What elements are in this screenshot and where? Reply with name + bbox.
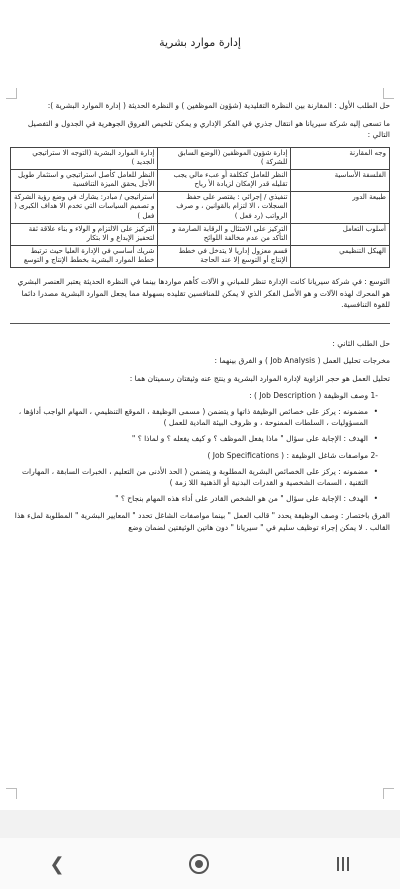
page-corner-mark	[383, 88, 394, 99]
system-navigation-bar	[0, 838, 400, 889]
numbered-heading: -1 وصف الوظيفة ( Job Description ) :	[249, 391, 378, 401]
table-cell: قسم معزول إداريا لا يتدخل في خطط الإنتاج أو التوسع إلا عند الحاجة	[158, 245, 291, 267]
table-row	[11, 169, 390, 191]
bullet-list	[10, 406, 390, 445]
table-cell: الفلسفة الأساسية	[291, 169, 390, 191]
divider	[10, 323, 390, 324]
table-row	[11, 223, 390, 245]
table-cell: شريك أساسي في الإدارة العليا حيث ترتبط خطط الموارد البشرية بخطط الإنتاج و التوسع	[11, 245, 158, 267]
home-icon	[189, 854, 209, 874]
page-gap	[0, 810, 400, 838]
comparison-table	[10, 147, 390, 269]
table-cell: الهيكل التنظيمي	[291, 245, 390, 267]
page-corner-mark	[6, 788, 17, 799]
section-subheading: مخرجات تحليل العمل ( Job Analysis ) و الفرق بينهما :	[214, 356, 390, 366]
table-cell: طبيعة الدور	[291, 191, 390, 223]
table-cell: أسلوب التعامل	[291, 223, 390, 245]
document-title: إدارة موارد بشرية	[159, 36, 241, 49]
section-intro: تحليل العمل هو حجر الزاوية لإدارة الموارد البشرية و ينتج عنه وثيقتان رسميتان هما :	[129, 373, 390, 383]
table-cell: استراتيجي / مبادر: يشارك في وضع رؤية الشركة و تصميم السياسات التي تخدم الا هداف الكبرى ( فعل )	[11, 191, 158, 223]
back-button[interactable]	[42, 850, 72, 878]
list-item: • الهدف : الإجابة على سؤال " من هو الشخص القادر على أداء هذه المهام بنجاح ؟ "	[10, 493, 368, 505]
intro-paragraph: حل الطلب الأول : المقارنة بين النظرة التقليدية (شؤون الموظفين ) و النظرة الحديثة ( إدارة الموارد البشرية ):	[47, 101, 390, 110]
table-cell: إدارة الموارد البشرية (التوجه الا ستراتيجي الجديد )	[11, 147, 158, 169]
page-corner-mark	[383, 788, 394, 799]
table-cell: التركيز على الالتزام و الولاء و بناء علاقة ثقة لتحفيز الإبداع و الا بتكار	[11, 223, 158, 245]
list-item: • الهدف : الإجابة على سؤال " ماذا يفعل الموظف ؟ و كيف يفعله ؟ و لماذا ؟ "	[10, 433, 368, 445]
home-button[interactable]	[184, 850, 214, 878]
recent-apps-icon	[337, 857, 349, 871]
table-cell: وجه المقارنة	[291, 147, 390, 169]
document-body	[10, 100, 390, 539]
page-corner-mark	[6, 88, 17, 99]
conclusion-paragraph: التوسع : في شركة سيريانا كانت الإدارة تنظر للمباني و الآلات كأهم مواردها بينما في النظرة الحديثة يعتبر العنصر البشري هو المحرك لهذه الآلات و هو الأصل الفكر الذي لا يمكن للمنافسين تقليده بسهولة مما يجعل الموارد البشرية مصدرا دائما للقوة التنافسية.	[17, 277, 390, 310]
section-heading: حل الطلب الثاني :	[332, 338, 390, 348]
table-cell: النظر للعامل كتكلفة أو عبء مالي يجب تقليله قدر الإمكان لزيادة الأ رباح	[158, 169, 291, 191]
table-row	[11, 245, 390, 267]
list-item: • مضمونه : يركز على الخصائص البشرية المطلوبة و يتضمن ( الحد الأدنى من التعليم ، الخبرات السابقة ، المهارات التقنية ، السمات الشخصية و القدرات البدنية أو الذهنية اللا زمة )	[10, 466, 368, 489]
table-cell: التركيز على الامتثال و الرقابة الصارمة و التأكد من عدم مخالفة اللوائح	[158, 223, 291, 245]
table-cell: إدارة شؤون الموظفين (الوضع السابق للشركة )	[158, 147, 291, 169]
table-cell: النظر للعامل كأصل استراتيجي و استثمار طويل الأجل يحقق الميزة التنافسية	[11, 169, 158, 191]
intro-paragraph-2: ما تسعى إليه شركة سيريانا هو انتقال جذري في الفكر الإداري و يمكن تلخيص الفروق الجوهرية في الجدول و التفصيل التالي :	[27, 118, 390, 139]
bullet-list	[10, 466, 390, 505]
recent-apps-button[interactable]	[328, 850, 358, 878]
list-item: • مضمونه : يركز على خصائص الوظيفة ذاتها و يتضمن ( مسمى الوظيفة ، الموقع التنظيمي ، المهام الواجب أداؤها ، المسؤوليات ، السلطات الممنوحة ، و ظروف البيئة المادية للعمل )	[10, 406, 368, 429]
numbered-heading: -2 مواصفات شاغل الوظيفة : ( Job Specifications )	[207, 451, 378, 461]
table-row	[11, 191, 390, 223]
chevron-left-icon: ❮	[49, 853, 65, 875]
table-cell: تنفيذي / إجرائي : يقتصر على حفظ السجلات ، الا لتزام بالقوانين ، و صرف الرواتب (رد فعل )	[158, 191, 291, 223]
table-header-row	[11, 147, 390, 169]
summary-paragraph: الفرق باختصار : وصف الوظيفة يحدد " قالب العمل " بينما مواصفات الشاغل تحدد " المعايير البشرية " المطلوبة لملء هذا القالب . لا يمكن إجراء توظيف سليم في " سيريانا " دون هاتين الوثيقتين لضمان وضع	[14, 511, 390, 532]
